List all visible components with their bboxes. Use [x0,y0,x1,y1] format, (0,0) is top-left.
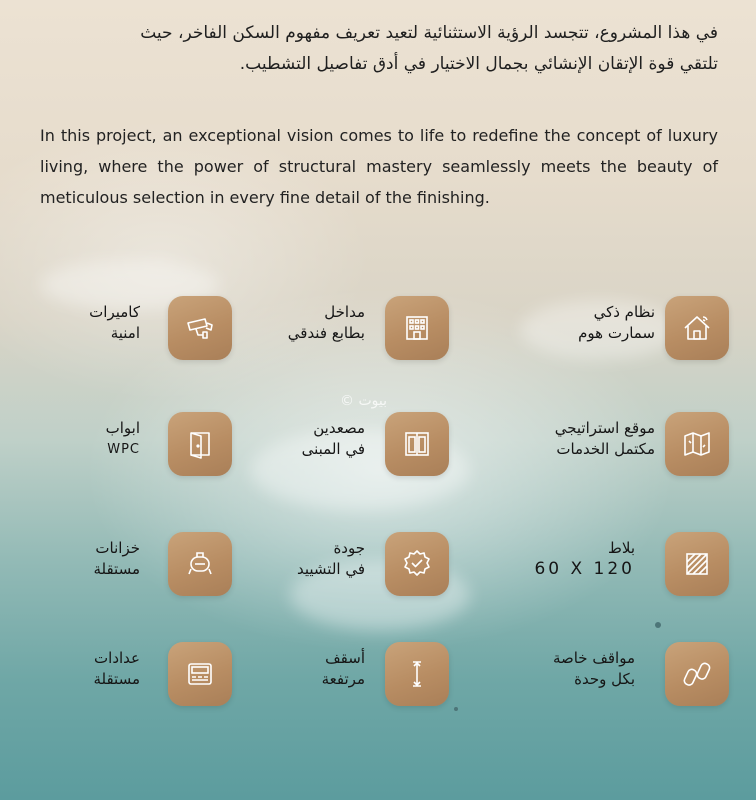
feature-label: مصعدين في المبنى [301,419,365,458]
feature-label: مداخل بطابع فندقي [287,303,365,342]
door-icon [168,412,232,476]
feature-label: موقع استراتيجي مكتمل الخدمات [554,419,655,458]
feature-elevators [245,412,495,478]
feature-strategic-location [495,412,745,478]
water-tank-icon [168,532,232,596]
hotel-building-icon [385,296,449,360]
feature-label: جودة في التشييد [296,539,365,578]
watermark: بيوت © [340,393,387,409]
feature-label: عدادات مستقلة [93,649,140,688]
feature-hotel-entrances [245,296,495,362]
meter-icon [168,642,232,706]
high-ceiling-icon [385,642,449,706]
feature-label: بلاط 60 X 120 [534,539,635,579]
elevator-icon [385,412,449,476]
smart-home-icon [665,296,729,360]
feature-label: نظام ذكي سمارت هوم [578,303,655,342]
feature-separate-meters [0,642,250,708]
quality-badge-icon [385,532,449,596]
arabic-intro-line2: تلتقي قوة الإتقان الإنشائي بجمال الاختيار في أدق تفاصيل التشطيب. [239,54,718,74]
feature-label: أسقف مرتفعة [321,649,365,688]
feature-label: خزانات مستقلة [93,539,140,578]
tile-icon [665,532,729,596]
english-intro: In this project, an exceptional vision comes to life to redefine the concept of luxury living, where the power of structural mastery seamlessly meets the beauty of meticulous selection in every fine detail of the finishing. [40,126,718,207]
feature-smart-home [495,296,745,362]
feature-label: ابواب WPC [105,419,140,457]
feature-label: مواقف خاصة بكل وحدة [552,649,635,688]
arabic-intro-line1: في هذا المشروع، تتجسد الرؤية الاستثنائية لتعيد تعريف مفهوم السكن الفاخر، حيث [140,23,718,43]
map-location-icon [665,412,729,476]
feature-high-ceilings [245,642,495,708]
feature-water-tanks [0,532,250,598]
feature-security-cameras [0,296,250,362]
parking-cars-icon [665,642,729,706]
feature-tiles [495,532,745,598]
feature-private-parking [495,642,745,708]
feature-wpc-doors [0,412,250,478]
security-camera-icon [168,296,232,360]
feature-label: كاميرات امنية [89,303,140,342]
feature-construction-quality [245,532,495,598]
